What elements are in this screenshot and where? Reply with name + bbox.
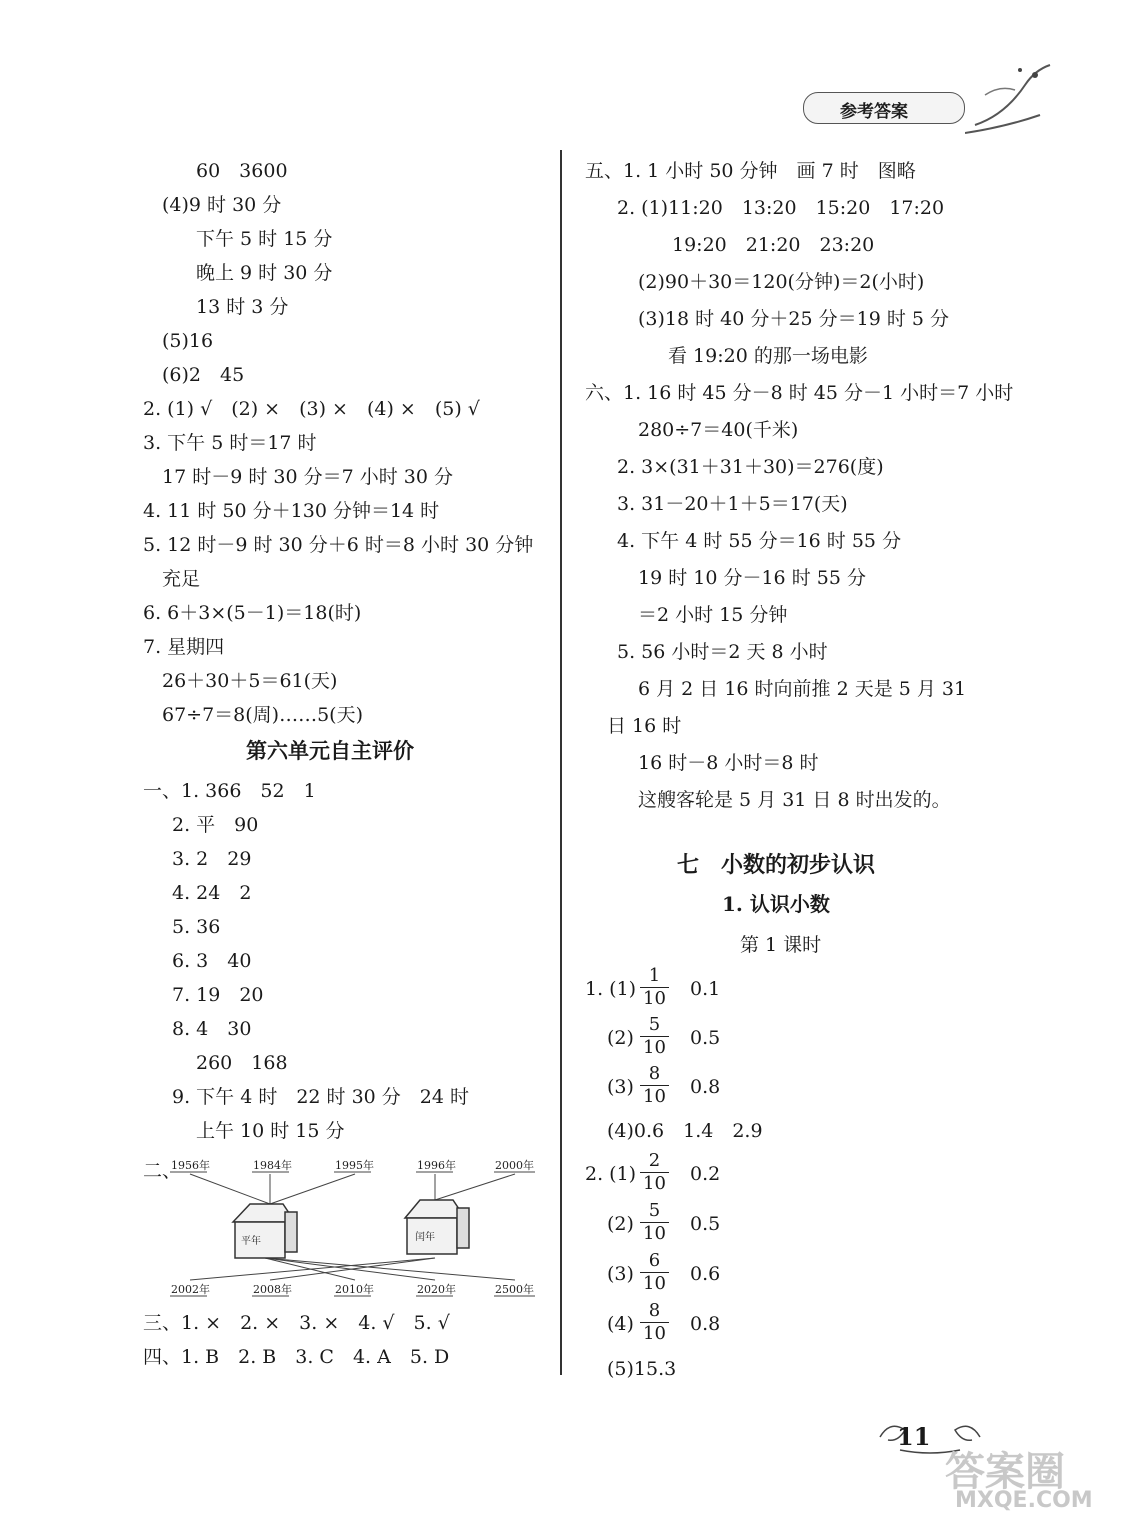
house-label: 平年 (241, 1236, 261, 1247)
lesson-title: 第 1 课时 (740, 934, 822, 956)
answer-line: 5. 56 小时＝2 天 8 小时 (617, 641, 828, 663)
answer-line: 26＋30＋5＝61(天) (162, 670, 338, 692)
answer-line: 17 时－9 时 30 分＝7 小时 30 分 (162, 466, 453, 488)
answer-line: (4)0.6 1.4 2.9 (607, 1120, 763, 1142)
fraction: $\frac{8}{10}$ (640, 1063, 669, 1108)
fraction-label: (4) (607, 1313, 634, 1335)
answer-line: (5)16 (162, 330, 214, 352)
watermark-url: MXQE.COM (955, 1488, 1093, 1513)
eval-line: 6. 3 40 (172, 950, 252, 972)
answer-line: 6 月 2 日 16 时向前推 2 天是 5 月 31 (638, 678, 967, 700)
answer-line: 7. 星期四 (143, 636, 225, 658)
year-label-top: 1996年 (417, 1159, 456, 1172)
answer-line: 13 时 3 分 (196, 296, 289, 318)
answer-line: 19 时 10 分－16 时 55 分 (638, 567, 866, 589)
year-label-bottom: 2010年 (335, 1283, 374, 1296)
answer-line: 2. (1)11:20 13:20 15:20 17:20 (617, 197, 945, 219)
eval-line: 4. 24 2 (172, 882, 252, 904)
eval-line: 上午 10 时 15 分 (196, 1120, 345, 1142)
fraction-label: (3) (607, 1263, 634, 1285)
eval-line: 5. 36 (172, 916, 221, 938)
fraction-label: (2) (607, 1213, 634, 1235)
section-title: 1. 认识小数 (722, 892, 830, 916)
diagram-prefix: 二、 (143, 1160, 182, 1182)
watermark-logo: 答案圈 (945, 1449, 1065, 1495)
year-label-top: 1984年 (253, 1159, 292, 1172)
answer-line: 19:20 21:20 23:20 (672, 234, 875, 256)
answer-line: 4. 下午 4 时 55 分＝16 时 55 分 (617, 530, 902, 552)
decimal-value: 0.8 (690, 1076, 721, 1098)
chapter-title: 七 小数的初步认识 (677, 852, 876, 878)
decimal-value: 0.5 (690, 1213, 721, 1235)
answer-line: (5)15.3 (607, 1358, 677, 1380)
answer-line: 四、1. B 2. B 3. C 4. A 5. D (143, 1346, 450, 1368)
house-icon (405, 1200, 469, 1254)
fraction-label: (3) (607, 1076, 634, 1098)
fraction-label: (2) (607, 1027, 634, 1049)
year-label-bottom: 2008年 (253, 1283, 292, 1296)
fraction: $\frac{8}{10}$ (640, 1300, 669, 1345)
house-icon (233, 1204, 297, 1258)
answer-line: 4. 11 时 50 分＋130 分钟＝14 时 (143, 500, 440, 522)
eval-line: 8. 4 30 (172, 1018, 252, 1040)
answer-line: 五、1. 1 小时 50 分钟 画 7 时 图略 (585, 160, 916, 182)
year-label-bottom: 2500年 (495, 1283, 534, 1296)
decimal-value: 0.2 (690, 1163, 721, 1185)
fraction: $\frac{5}{10}$ (640, 1014, 669, 1059)
fraction: $\frac{5}{10}$ (640, 1200, 669, 1245)
house-label: 闰年 (415, 1232, 435, 1243)
answer-line: 六、1. 16 时 45 分－8 时 45 分－1 小时＝7 小时 (585, 382, 1014, 404)
answer-line: (4)9 时 30 分 (162, 194, 282, 216)
fraction: $\frac{2}{10}$ (640, 1150, 669, 1195)
fraction: $\frac{6}{10}$ (640, 1250, 669, 1295)
decimal-value: 0.8 (690, 1313, 721, 1335)
answer-line: 16 时－8 小时＝8 时 (638, 752, 819, 774)
eval-line: 7. 19 20 (172, 984, 264, 1006)
fraction: $\frac{1}{10}$ (640, 965, 669, 1010)
eval-line: 3. 2 29 (172, 848, 252, 870)
answer-line: 三、1. × 2. × 3. × 4. √ 5. √ (143, 1312, 450, 1334)
year-label-top: 1995年 (335, 1159, 374, 1172)
fraction-label: 1. (1) (585, 978, 637, 1000)
eval-line: 一、1. 366 52 1 (143, 780, 316, 802)
decimal-value: 0.5 (690, 1027, 721, 1049)
answer-line: ＝2 小时 15 分钟 (638, 604, 788, 626)
answer-line: 晚上 9 时 30 分 (196, 262, 333, 284)
eval-line: 260 168 (196, 1052, 288, 1074)
unit-title: 第六单元自主评价 (246, 738, 414, 763)
eval-line: 9. 下午 4 时 22 时 30 分 24 时 (172, 1086, 470, 1108)
page-number: 11 (897, 1422, 931, 1451)
answer-line: 6. 6＋3×(5－1)＝18(时) (143, 602, 362, 624)
answer-line: (3)18 时 40 分＋25 分＝19 时 5 分 (638, 308, 949, 330)
swirl-ornament-icon (965, 55, 1055, 140)
answer-line: (2)90＋30＝120(分钟)＝2(小时) (638, 271, 925, 293)
answer-line: 充足 (162, 568, 201, 590)
answer-line: (6)2 45 (162, 364, 245, 386)
answer-line: 60 3600 (196, 160, 288, 182)
answer-line: 2. (1) √ (2) × (3) × (4) × (5) √ (143, 398, 480, 420)
answer-line: 280÷7＝40(千米) (638, 419, 799, 441)
matching-diagram (165, 1152, 545, 1302)
answer-line: 5. 12 时－9 时 30 分＋6 时＝8 小时 30 分钟 (143, 534, 534, 556)
decimal-value: 0.6 (690, 1263, 721, 1285)
answer-line: 67÷7＝8(周)……5(天) (162, 704, 364, 726)
header-label: 参考答案 (840, 102, 908, 122)
fraction-label: 2. (1) (585, 1163, 637, 1185)
year-label-top: 2000年 (495, 1159, 534, 1172)
answer-line: 3. 31－20＋1＋5＝17(天) (617, 493, 848, 515)
year-label-bottom: 2002年 (171, 1283, 210, 1296)
year-label-top: 1956年 (171, 1159, 210, 1172)
answer-line: 3. 下午 5 时＝17 时 (143, 432, 317, 454)
answer-line: 日 16 时 (607, 715, 682, 737)
eval-line: 2. 平 90 (172, 814, 259, 836)
answer-line: 看 19:20 的那一场电影 (668, 345, 868, 367)
answer-line: 这艘客轮是 5 月 31 日 8 时出发的。 (638, 789, 951, 811)
answer-line: 下午 5 时 15 分 (196, 228, 333, 250)
year-label-bottom: 2020年 (417, 1283, 456, 1296)
decimal-value: 0.1 (690, 978, 721, 1000)
column-divider (560, 150, 562, 1375)
answer-line: 2. 3×(31＋31＋30)＝276(度) (617, 456, 884, 478)
